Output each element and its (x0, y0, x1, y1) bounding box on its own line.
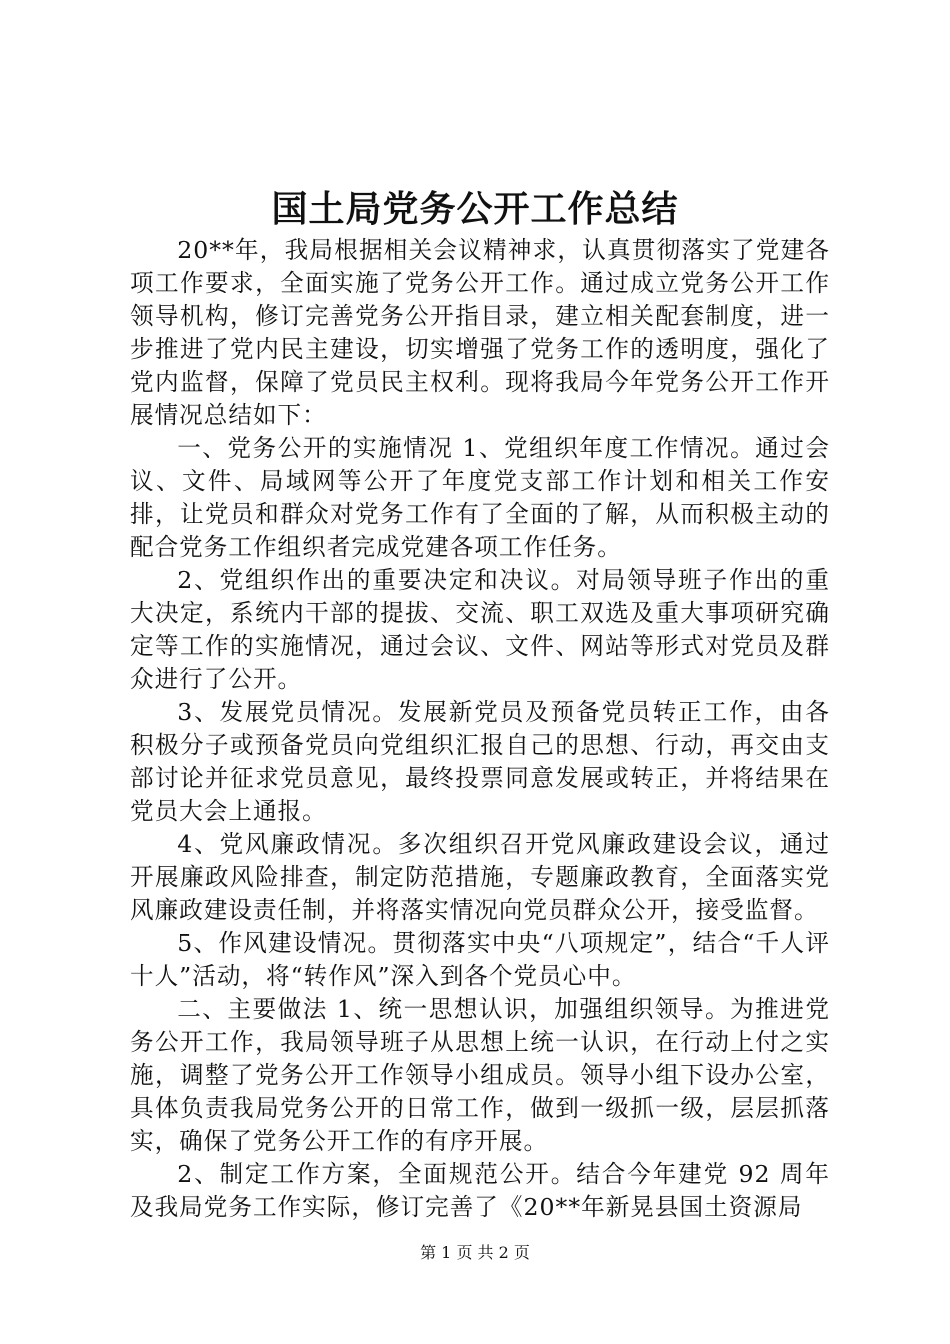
section-one-paragraph: 一、党务公开的实施情况 1、党组织年度工作情况。通过会议、文件、局域网等公开了年度党支部工作计划和相关工作安排，让党员和群众对党务工作有了全面的了解，从而积极主动的配合党务工作组织者完成党建各项工作任务。 (130, 434, 830, 561)
item-five-paragraph: 5、作风建设情况。贯彻落实中央“八项规定”，结合“千人评十人”活动，将“转作风”深入到各个党员心中。 (130, 929, 830, 990)
document-title: 国土局党务公开工作总结 (271, 188, 679, 230)
intro-paragraph: 20**年，我局根据相关会议精神求，认真贯彻落实了党建各项工作要求，全面实施了党务公开工作。通过成立党务公开工作领导机构，修订完善党务公开指目录，建立相关配套制度，进一步推进了党内民主建设，切实增强了党务工作的透明度，强化了党内监督，保障了党员民主权利。现将我局今年党务公开工作开展情况总结如下： (130, 236, 830, 429)
method-two-paragraph: 2、制定工作方案，全面规范公开。结合今年建党 92 周年及我局党务工作实际，修订完善了《20**年新晃县国土资源局 (130, 1160, 830, 1221)
item-two-paragraph: 2、党组织作出的重要决定和决议。对局领导班子作出的重大决定，系统内干部的提拔、交流、职工双选及重大事项研究确定等工作的实施情况，通过会议、文件、网站等形式对党员及群众进行了公开。 (130, 566, 830, 693)
section-two-paragraph: 二、主要做法 1、统一思想认识，加强组织领导。为推进党务公开工作，我局领导班子从思想上统一认识，在行动上付之实施，调整了党务公开工作领导小组成员。领导小组下设办公室，具体负责我局党务公开的日常工作，做到一级抓一级，层层抓落实，确保了党务公开工作的有序开展。 (130, 995, 830, 1155)
page-footer: 第 1 页 共 2 页 (420, 1243, 530, 1262)
item-three-paragraph: 3、发展党员情况。发展新党员及预备党员转正工作，由各积极分子或预备党员向党组织汇报自己的思想、行动，再交由支部讨论并征求党员意见，最终投票同意发展或转正，并将结果在党员大会上通报。 (130, 698, 830, 825)
item-four-paragraph: 4、党风廉政情况。多次组织召开党风廉政建设会议，通过开展廉政风险排查，制定防范措施，专题廉政教育，全面落实党风廉政建设责任制，并将落实情况向党员群众公开，接受监督。 (130, 830, 830, 924)
document-body (130, 234, 830, 1224)
